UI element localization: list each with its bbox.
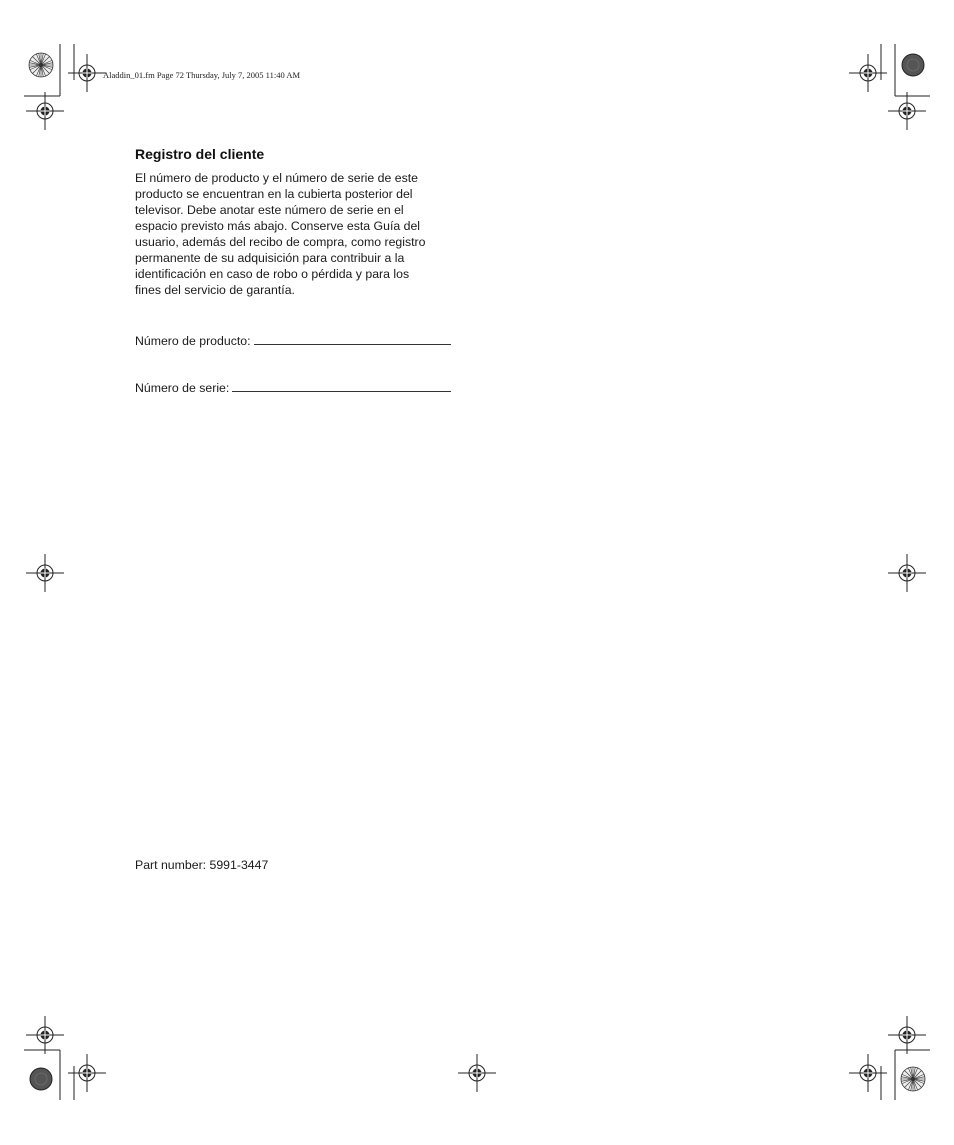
product-number-field — [135, 330, 451, 348]
product-number-label: Número de producto: — [135, 334, 251, 348]
section-title: Registro del cliente — [135, 146, 265, 162]
part-number: Part number: 5991-3447 — [135, 858, 269, 872]
registration-paragraph — [135, 170, 455, 298]
paragraph-line: identificación en caso de robo o pérdida y para los — [135, 267, 410, 281]
paragraph-line: producto se encuentran en la cubierta posterior del — [135, 187, 413, 201]
serial-number-blank — [232, 391, 451, 392]
paragraph-line: El número de producto y el número de serie de este — [135, 171, 418, 185]
file-slug: Aladdin_01.fm Page 72 Thursday, July 7, 2005 11:40 AM — [103, 70, 301, 80]
paragraph-line: usuario, además del recibo de compra, como registro — [135, 235, 426, 249]
serial-number-field — [135, 377, 451, 395]
paragraph-line: espacio previsto más abajo. Conserve esta Guía del — [135, 219, 421, 233]
paragraph-line: fines del servicio de garantía. — [135, 283, 295, 297]
paragraph-line: permanente de su adquisición para contribuir a la — [135, 251, 405, 265]
paragraph-line: televisor. Debe anotar este número de serie en el — [135, 203, 404, 217]
serial-number-label: Número de serie: — [135, 381, 230, 395]
product-number-blank — [254, 344, 451, 345]
